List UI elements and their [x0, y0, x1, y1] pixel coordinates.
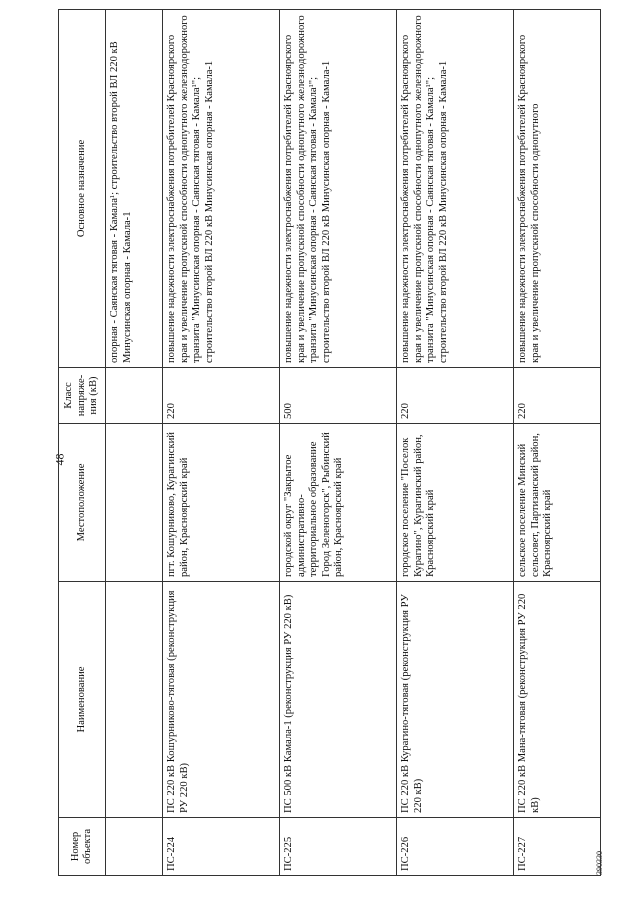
cell-name: ПС 220 кВ Кошурниково-тяговая (реконструкция РУ 220 кВ) [163, 582, 280, 818]
cell-name: ПС 220 кВ Курагино-тяговая (реконструкция РУ 220 кВ) [397, 582, 514, 818]
cell-voltage [106, 368, 163, 424]
cell-purpose: опорная - Саянская тяговая - Камала¹; строительство второй ВЛ 220 кВ Минусинская опорная - Камала-1 [106, 10, 163, 368]
header-purpose: Основное назначение [59, 10, 106, 368]
table-row [397, 10, 514, 876]
header-voltage: Класс напряже-ния (кВ) [59, 368, 106, 424]
cell-voltage: 500 [280, 368, 397, 424]
cell-number: ПС-225 [280, 818, 397, 876]
table-header-row [59, 10, 106, 876]
cell-name: ПС 220 кВ Мана-тяговая (реконструкция РУ 220 кВ) [514, 582, 601, 818]
cell-voltage: 220 [514, 368, 601, 424]
cell-voltage: 220 [397, 368, 514, 424]
cell-purpose: повышение надежности электроснабжения потребителей Красноярского края и увеличение пропускной способности однопутного [514, 10, 601, 368]
cell-purpose: повышение надежности электроснабжения потребителей Красноярского края и увеличение пропускной способности однопутного железнодорожного транзита "Минусинская опорная - Саянская тяговая - Камала¹"; строительство второй ВЛ 220 кВ Минусинская опорная - Камала-1 [280, 10, 397, 368]
cell-location: пгт. Кошурниково, Курагинский район, Красноярский край [163, 424, 280, 582]
cell-location: городской округ "Закрытое административно-территориальное образование Город Зеленогорск", Рыбинский район, Красноярский край [280, 424, 397, 582]
cell-purpose: повышение надежности электроснабжения потребителей Красноярского края и увеличение пропускной способности однопутного железнодорожного транзита "Минусинская опорная - Саянская тяговая - Камала¹"; строительство второй ВЛ 220 кВ Минусинская опорная - Камала-1 [397, 10, 514, 368]
cell-location [106, 424, 163, 582]
cell-voltage: 220 [163, 368, 280, 424]
cell-location: сельское поселение Минский сельсовет, Партизанский район, Красноярский край [514, 424, 601, 582]
table-row [514, 10, 601, 876]
cell-name [106, 582, 163, 818]
objects-table [58, 9, 601, 876]
cell-number: ПС-227 [514, 818, 601, 876]
cell-name: ПС 500 кВ Камала-1 (реконструкция РУ 220 кВ) [280, 582, 397, 818]
rotated-table-container [58, 9, 601, 876]
table-row-continuation [106, 10, 163, 876]
cell-number: ПС-226 [397, 818, 514, 876]
header-number: Номер объекта [59, 818, 106, 876]
cell-number [106, 818, 163, 876]
cell-location: городское поселение "Поселок Курагино", Курагинский район, Красноярский край [397, 424, 514, 582]
table-row [280, 10, 397, 876]
cell-purpose: повышение надежности электроснабжения потребителей Красноярского края и увеличение пропускной способности однопутного железнодорожного транзита "Минусинская опорная - Саянская тяговая - Камала¹"; строительство второй ВЛ 220 кВ Минусинская опорная - Камала-1 [163, 10, 280, 368]
page-number: 48 [52, 453, 67, 466]
header-name: Наименование [59, 582, 106, 818]
document-code: 390330 [595, 851, 604, 875]
cell-number: ПС-224 [163, 818, 280, 876]
header-location: Местоположение [59, 424, 106, 582]
table-row [163, 10, 280, 876]
